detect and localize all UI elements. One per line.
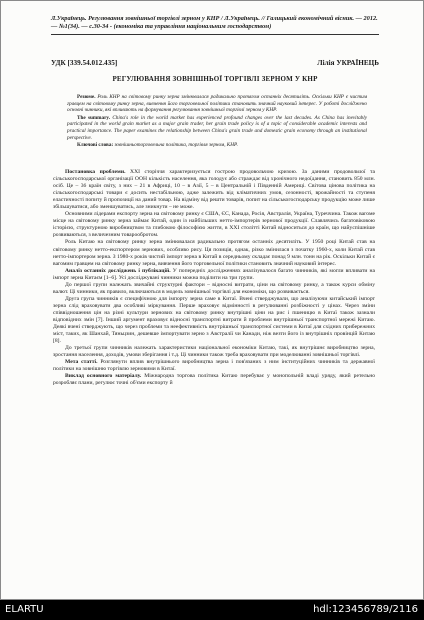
abstract-en bbox=[67, 115, 367, 141]
keywords-lead: Ключові слова: bbox=[77, 142, 114, 149]
handle-identifier[interactable]: hdl:123456789/2116 bbox=[313, 604, 418, 615]
abstract-uk bbox=[67, 94, 367, 114]
paragraph-analysis bbox=[53, 268, 375, 282]
paragraph: До першої групи належать звичайні структурні фактори – відносні витрати, ціни на світовому ринку, а також курси обміну валют. Ці чинники, як правило, включаються в модель зовнішньої торгівлі для економіки, що розвивається. bbox=[53, 281, 375, 295]
paragraph: Основними лідерами експорту зерна на світовому ринку є США, ЄС, Канада, Росія, Австралія, Україна, Туреччина. Також вагоме місце на світовому ринку зерна займає Китай, один із найбільших нетто-імпортерів зернової продукції. Славлячись багатовіковою історією, структурною виробництвом та глибокою філософією життя, в XXI столітті Китай відноситься до країн, що найуспішніше розвиваються, з величезним товарообротом. bbox=[53, 211, 375, 239]
udk-code: УДК [339.54.012.435] bbox=[51, 59, 118, 67]
paragraph-lead: Мета статті. bbox=[65, 359, 98, 366]
paragraph: До третьої групи чинників належать характеристики національної економіки Китаю, такі, як внутрішнє виробництво зерна, зростання населення, доходів, умови зберігання і т.д. Ці чинники також треба враховувати при моделюванні зовнішньої торгівлі. bbox=[53, 345, 375, 359]
citation-text: Л.Українець. Регулювання зовнішньої торгівлі зерном у КНР / Л.Українець. // Галицький економічний вісник. — 2012. — №1(34). — с.30-34 - (економіка та управління національним господарством) bbox=[51, 15, 378, 31]
paragraph-text: XXI сторіччя характеризується гострою продовольчою кризою. За даними продовольчої та сільськогосподарської організації ООН кількість населення, яка голодує або страждає від хронічного недоїдання, становить 850 млн. осіб. Це – 36 країн світу, з них – 21 в Африці, 10 – в Азії, 5 – в Центральній і Південній Америці. Світова цінова політика на сільськогосподарські товари є досить нестабільною, адже залежить від кліматичних умов, сезонності, врожайності та ступеня еластичності попиту й пропозиції на даний товар. На відміну від решти товарів, попит на сільськогосподарську продукцію може лише збільшуватися, або зменшуватись, але зникнути – не може. bbox=[53, 169, 375, 211]
paragraph-lead: Виклад основного матеріалу. bbox=[65, 373, 142, 380]
paragraph-text: Міжнародна торгова політика Китаю перебуває у монопольній владі уряду, який ретельно розробляє плани, регулює точні об'єми експорту й bbox=[53, 373, 375, 387]
paragraph-main bbox=[53, 373, 375, 387]
article-title: РЕГУЛЮВАННЯ ЗОВНІШНЬОЇ ТОРГІВЛІ ЗЕРНОМ У КНР bbox=[112, 75, 318, 83]
abstract-en-text: China's role in the world market has experienced profound changes over the last decades. As China has inevitably participated in the world grain market as a major grain trader, her grain trade policy is of a topic of considerable academic interests and practical importance. The paper examines the relationship between China's grain trade and domestic grain economy through an institutional perspective. bbox=[67, 114, 367, 141]
paragraph-goal bbox=[53, 359, 375, 373]
repository-name: ELARTU bbox=[5, 604, 44, 615]
abstract-block bbox=[67, 94, 367, 150]
paragraph-text: У попередніх дослідженнях аналізувалося багато чинників, які могли впливати на імпорт зерна Китаєм [1–6]. Усі досліджувані чинники можна поділити на три групи. bbox=[53, 267, 375, 281]
keywords bbox=[67, 142, 367, 149]
abstract-en-lead: The summary. bbox=[77, 114, 111, 121]
paragraph-problem bbox=[53, 169, 375, 211]
paragraph: Роль Китаю на світовому ринку зерна змінювалася радикально протягом останніх десятиліть. У 1950 році Китай став на світовому ринку нетто-експортером зернових, особливо рису. Ця позиція, однак, різко змінилася з початку 1960-х, коли Китай став нетто-імпортером зерна. З 1980-х років чистий імпорт зерна в Китай в середньому складає понад 9 млн. тонн на рік. Оскільки Китай є вагомим гравцем на світовому ринку зерна, вивчення його торговельної політики становить значний науковий інтерес. bbox=[53, 239, 375, 267]
abstract-uk-text: Роль КНР на світовому ринку зерна змінювалася радикально протягом останніх десятиліть. Оскільки КНР є чистим гравцем на світовому ринку зерна, вивчення його торговельної політики становить значний науковий інтерес. У роботі досліджено основні чинники, які впливають на формування регулювання зовнішньої торгівлі зерном у КНР. bbox=[67, 94, 367, 114]
paragraph-lead: Аналіз останніх досліджень і публікацій. bbox=[65, 267, 171, 274]
udk-author-row bbox=[51, 59, 379, 67]
abstract-uk-lead: Резюме. bbox=[77, 94, 96, 100]
article-body bbox=[53, 169, 375, 387]
keywords-text: зовнішньоторговельна політика, торгівля зерном, КНР. bbox=[114, 142, 238, 149]
citation-header bbox=[51, 15, 379, 35]
paragraph-text: Розглянути вплив внутрішнього виробництва зерна і пов'язаних з ним інституційних чинників та державної політики на зовнішню торгівлю зерновими в Китаї. bbox=[53, 359, 375, 373]
paragraph: Друга група чинників є специфічною для імпорту зерна саме в Китаї. Вчені стверджували, що аналізуючи китайський імпорт зерна слід враховувати два особливі міркування. Перше враховує відмінності в регулюванні розбіжності у цінах. Через зміни співвідношення цін на різні культури зернових на світовому ринку внутрішні ціни на рис і пшеницю в Китаї також зазнали відповідних змін [7]. Інший аргумент враховує відносні транспортні витрати й проблеми внутрішньої транспортної мережі Китаю. Деякі вчені стверджують, що через проблеми та неефективність внутрішньої транспортної системи в Китаї для східних прибережних міст, таких, як Шанхай, Тяньцзин, дешевше імпортувати зерно з Австралії чи Канади, ніж везти його із внутрішніх провінцій Китаю [8]. bbox=[53, 295, 375, 345]
paragraph-lead: Постановка проблеми. bbox=[65, 169, 126, 175]
repository-footer-bar bbox=[0, 600, 424, 620]
author-name: Лілія УКРАЇНЕЦЬ bbox=[317, 59, 379, 67]
